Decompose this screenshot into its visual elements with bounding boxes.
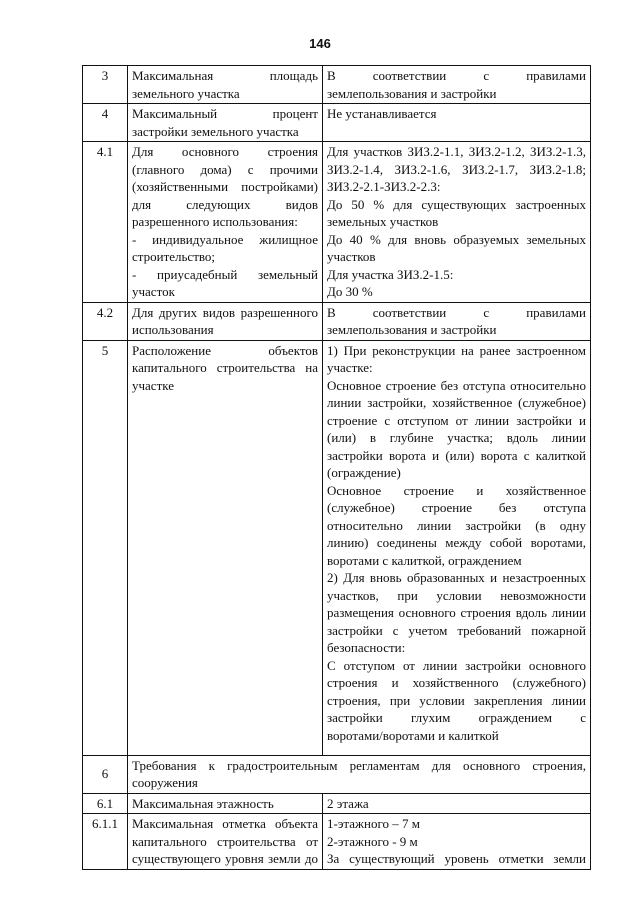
parameter-name: Максимальная отметка объекта капитального строительства от существующего уровня земли до: [128, 814, 323, 870]
table-row: [83, 814, 591, 870]
parameter-value: В соответствии с правилами землепользования и застройки: [323, 302, 591, 340]
row-number: 3: [83, 66, 128, 104]
table-row: [83, 340, 591, 755]
section-heading: Требования к градостроительным регламентам для основного строения, сооружения: [128, 755, 591, 793]
parameter-value: Не устанавливается: [323, 104, 591, 142]
table-row: [83, 302, 591, 340]
row-number: 4: [83, 104, 128, 142]
parameter-name: Расположение объектов капитального строительства на участке: [128, 340, 323, 755]
table-row: [83, 755, 591, 793]
page-number: 146: [309, 36, 331, 51]
row-number: 6.1: [83, 793, 128, 814]
table-row: [83, 66, 591, 104]
row-number: 6.1.1: [83, 814, 128, 870]
table-row: [83, 142, 591, 303]
parameter-value: 2 этажа: [323, 793, 591, 814]
parameter-value: 1) При реконструкции на ранее застроенном участке: Основное строение без отступа относительно линии застройки, хозяйственное (служебное) строение с отступом от линии застройки и (или) в глубине участка; вдоль линии застройки ворота и (или) ворота с калиткой (ограждение) Основное строение и хозяйственное (служебное) строение без отступа относительно линии застройки (в одну линию) соединены между собой воротами, воротами с калиткой, ограждением 2) Для вновь образованных и незастроенных участков, при условии невозможности размещения основного строения вдоль линии застройки с учетом требований пожарной безопасности: С отступом от линии застройки основного строения и хозяйственного (служебного) строения, при условии закрепления линии застройки глухим ограждением с воротами/воротами и калиткой: [323, 340, 591, 755]
row-number: 4.2: [83, 302, 128, 340]
parameter-name: Для других видов разрешенного использования: [128, 302, 323, 340]
table-row: [83, 104, 591, 142]
parameter-value: Для участков ЗИЗ.2-1.1, ЗИЗ.2-1.2, ЗИЗ.2-1.3, ЗИЗ.2-1.4, ЗИЗ.2-1.6, ЗИЗ.2-1.7, ЗИЗ.2-1.8; ЗИЗ.2-2.1-ЗИЗ.2-2.3: До 50 % для существующих застроенных земельных участков До 40 % для вновь образуемых земельных участков Для участка ЗИЗ.2-1.5: До 30 %: [323, 142, 591, 303]
parameter-value: 1-этажного – 7 м 2-этажного - 9 м За существующий уровень отметки земли: [323, 814, 591, 870]
parameter-name: Максимальная площадь земельного участка: [128, 66, 323, 104]
parameter-name: Для основного строения (главного дома) с прочими (хозяйственными постройками) для следующих видов разрешенного использования: - индивидуальное жилищное строительство; - приусадебный земельный участок: [128, 142, 323, 303]
row-number: 5: [83, 340, 128, 755]
table-row: [83, 793, 591, 814]
regulations-table: [82, 65, 591, 870]
row-number: 6: [83, 755, 128, 793]
row-number: 4.1: [83, 142, 128, 303]
parameter-name: Максимальная этажность: [128, 793, 323, 814]
parameter-name: Максимальный процент застройки земельного участка: [128, 104, 323, 142]
parameter-value: В соответствии с правилами землепользования и застройки: [323, 66, 591, 104]
